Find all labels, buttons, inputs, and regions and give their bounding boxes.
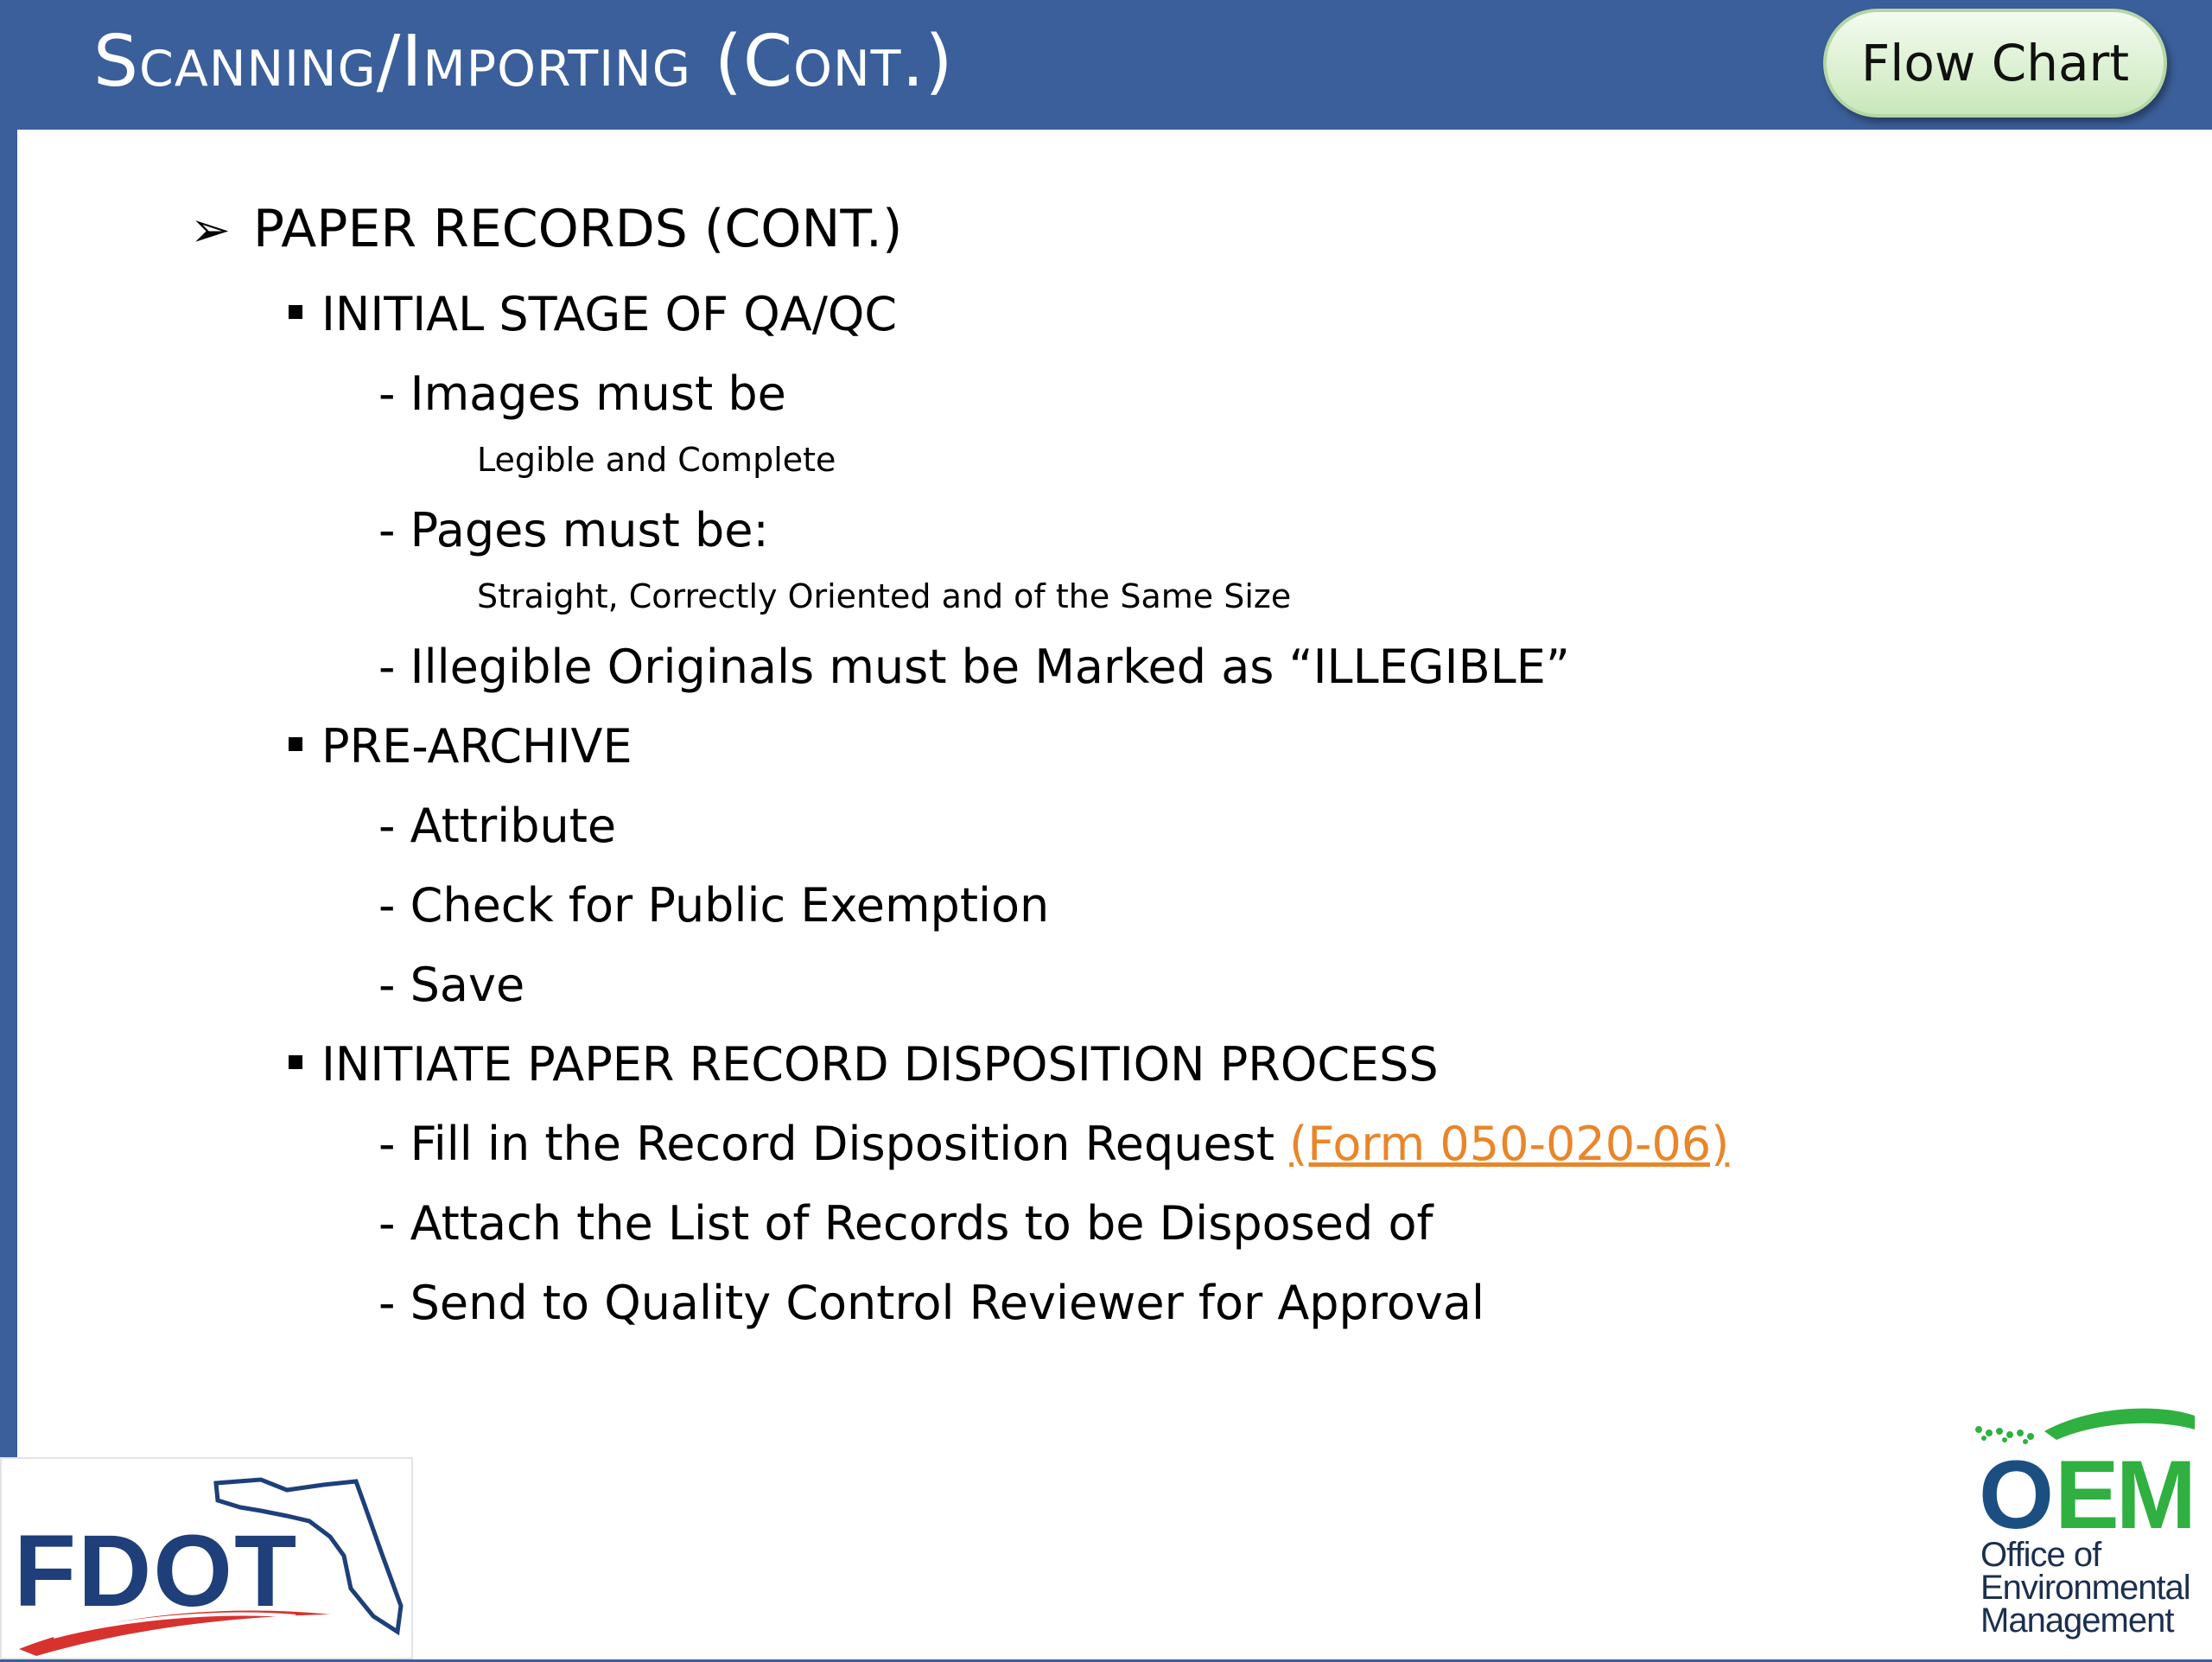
arrow-bullet-icon: ➢ xyxy=(190,202,231,258)
oem-caption-line: Office of xyxy=(1980,1536,2101,1574)
pages-item: - Pages must be: xyxy=(378,503,769,557)
send-approval-item: - Send to Quality Control Reviewer for Approval xyxy=(378,1276,1484,1330)
slide-header xyxy=(0,0,2212,130)
fill-request-item xyxy=(378,1117,1729,1171)
prearchive-item: - Attribute xyxy=(378,799,617,853)
qaqc-heading xyxy=(289,287,897,341)
slide-content xyxy=(17,130,2212,1659)
attach-list-item: - Attach the List of Records to be Disposed of xyxy=(378,1196,1433,1251)
svg-text:O: O xyxy=(1979,1441,2051,1547)
square-bullet-icon xyxy=(289,737,302,751)
square-bullet-icon xyxy=(289,1055,302,1069)
qaqc-heading-text: INITIAL STAGE OF QA/QC xyxy=(321,287,898,341)
images-detail: Legible and Complete xyxy=(477,441,836,479)
form-link[interactable]: (Form 050-020-06) xyxy=(1289,1117,1730,1171)
pages-detail: Straight, Correctly Oriented and of the Same Size xyxy=(477,577,1292,615)
oem-logo-icon xyxy=(1961,1400,2212,1547)
illegible-item: - Illegible Originals must be Marked as “ILLEGIBLE” xyxy=(378,640,1570,694)
oem-caption-line: Environmental xyxy=(1980,1569,2190,1607)
oem-caption-line: Management xyxy=(1980,1602,2174,1640)
oem-logo xyxy=(1961,1400,2212,1659)
prearchive-item: - Save xyxy=(378,958,525,1012)
disposition-heading-text: INITIATE PAPER RECORD DISPOSITION PROCESS xyxy=(321,1037,1439,1092)
slide-title: Scanning/Importing (Cont.) xyxy=(93,21,954,103)
oem-caption xyxy=(1980,1536,2190,1640)
svg-text:EM: EM xyxy=(2055,1441,2193,1547)
section-heading xyxy=(190,199,902,259)
section-heading-text: PAPER RECORDS (CONT.) xyxy=(252,199,903,259)
disposition-heading xyxy=(289,1037,1439,1092)
prearchive-heading-text: PRE-ARCHIVE xyxy=(321,719,632,774)
svg-text:FDOT: FDOT xyxy=(14,1514,299,1628)
fill-request-text: - Fill in the Record Disposition Request xyxy=(378,1117,1290,1171)
prearchive-item: - Check for Public Exemption xyxy=(378,878,1050,933)
square-bullet-icon xyxy=(289,305,302,319)
fdot-logo-icon xyxy=(2,1459,411,1658)
flow-chart-button[interactable]: Flow Chart xyxy=(1823,9,2167,118)
images-item: - Images must be xyxy=(378,366,786,421)
fdot-logo xyxy=(0,1457,413,1659)
prearchive-heading xyxy=(289,719,632,774)
